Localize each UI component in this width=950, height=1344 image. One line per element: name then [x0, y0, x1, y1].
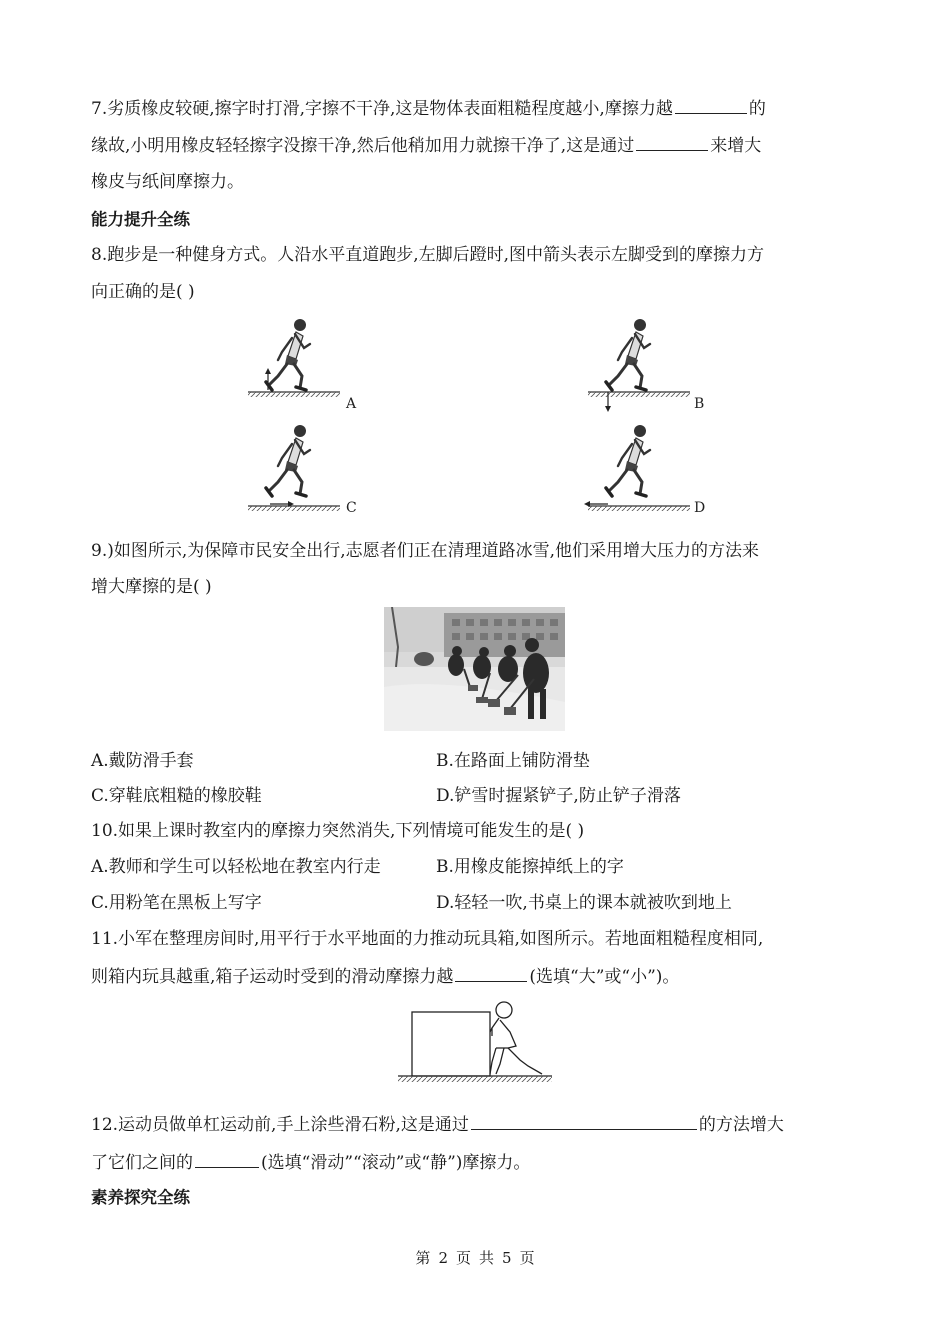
q7-text-2: 的	[748, 99, 766, 119]
q10-option-a[interactable]: A.教师和学生可以轻松地在教室内行走	[91, 857, 381, 877]
footer-text: 第	[415, 1249, 431, 1267]
q12-line1	[91, 1113, 784, 1136]
q12-text-4: (选填“滑动”“滚动”或“静”)摩擦力。	[261, 1153, 531, 1173]
q7-text: 7.劣质橡皮较硬,擦字时打滑,字擦不干净,这是物体表面粗糙程度越小,摩擦力越	[91, 99, 673, 119]
q11-text-2: (选填“大”或“小”)。	[529, 967, 680, 987]
q8-runner-figures	[240, 308, 720, 522]
section-heading-literacy: 素养探究全练	[91, 1188, 190, 1207]
footer-page-number: 2	[438, 1249, 448, 1267]
q11-push-box-figure	[396, 998, 554, 1086]
q12-text-3: 了它们之间的	[91, 1153, 193, 1173]
q8-figure-d	[584, 425, 690, 511]
q8-line1: 8.跑步是一种健身方式。人沿水平直道跑步,左脚后蹬时,图中箭头表示左脚受到的摩擦力方	[91, 245, 765, 265]
q7-text-4: 来增大	[710, 136, 762, 156]
q7-line3: 橡皮与纸间摩擦力。	[91, 172, 244, 192]
footer-total-pages: 5	[502, 1249, 512, 1267]
q11-line1: 11.小军在整理房间时,用平行于水平地面的力推动玩具箱,如图所示。若地面粗糙程度相同,	[91, 929, 764, 949]
q9-line1: 9.)如图所示,为保障市民安全出行,志愿者们正在清理道路冰雪,他们采用增大压力的方法来	[91, 541, 760, 561]
q11-line2	[91, 965, 679, 988]
q10-line1: 10.如果上课时教室内的摩擦力突然消失,下列情境可能发生的是( )	[91, 821, 585, 841]
q9-line2: 增大摩擦的是( )	[91, 577, 212, 597]
q8-label-b: B	[694, 396, 705, 412]
q7-text-3: 缘故,小明用橡皮轻轻擦字没擦干净,然后他稍加用力就擦干净了,这是通过	[91, 136, 635, 156]
section-heading-ability: 能力提升全练	[91, 210, 190, 229]
toy-box	[412, 1012, 490, 1076]
q8-line2: 向正确的是( )	[91, 282, 195, 302]
footer-text-4: 页	[519, 1249, 535, 1267]
q7-line2	[91, 134, 761, 157]
q12-blank-2[interactable]	[195, 1151, 259, 1168]
q12-text-2: 的方法增大	[698, 1115, 784, 1135]
q9-option-b[interactable]: B.在路面上铺防滑垫	[436, 751, 590, 771]
q10-option-d[interactable]: D.轻轻一吹,书桌上的课本就被吹到地上	[436, 893, 732, 913]
q10-option-c[interactable]: C.用粉笔在黑板上写字	[91, 893, 262, 913]
q9-snow-photo	[384, 607, 565, 731]
q9-option-d[interactable]: D.铲雪时握紧铲子,防止铲子滑落	[436, 786, 681, 806]
q8-figure-a	[248, 319, 340, 397]
footer-text-2: 页	[455, 1249, 471, 1267]
q8-label-a: A	[346, 396, 357, 412]
q8-label-c: C	[346, 500, 357, 516]
q7-blank-1[interactable]	[675, 97, 747, 114]
q12-text: 12.运动员做单杠运动前,手上涂些滑石粉,这是通过	[91, 1115, 469, 1135]
q7-line1	[91, 97, 766, 120]
q9-option-a[interactable]: A.戴防滑手套	[91, 751, 194, 771]
q12-blank-1[interactable]	[471, 1113, 697, 1130]
q11-text: 则箱内玩具越重,箱子运动时受到的滑动摩擦力越	[91, 967, 454, 987]
q7-blank-2[interactable]	[636, 134, 708, 151]
q12-line2	[91, 1151, 530, 1174]
page-footer	[0, 1247, 950, 1268]
q10-option-b[interactable]: B.用橡皮能擦掉纸上的字	[436, 857, 624, 877]
q9-option-c[interactable]: C.穿鞋底粗糙的橡胶鞋	[91, 786, 262, 806]
footer-text-3: 共	[479, 1249, 495, 1267]
q11-blank[interactable]	[455, 965, 527, 982]
q8-figure-c	[248, 425, 340, 511]
q8-label-d: D	[694, 500, 706, 516]
q8-figure-b	[588, 319, 690, 412]
